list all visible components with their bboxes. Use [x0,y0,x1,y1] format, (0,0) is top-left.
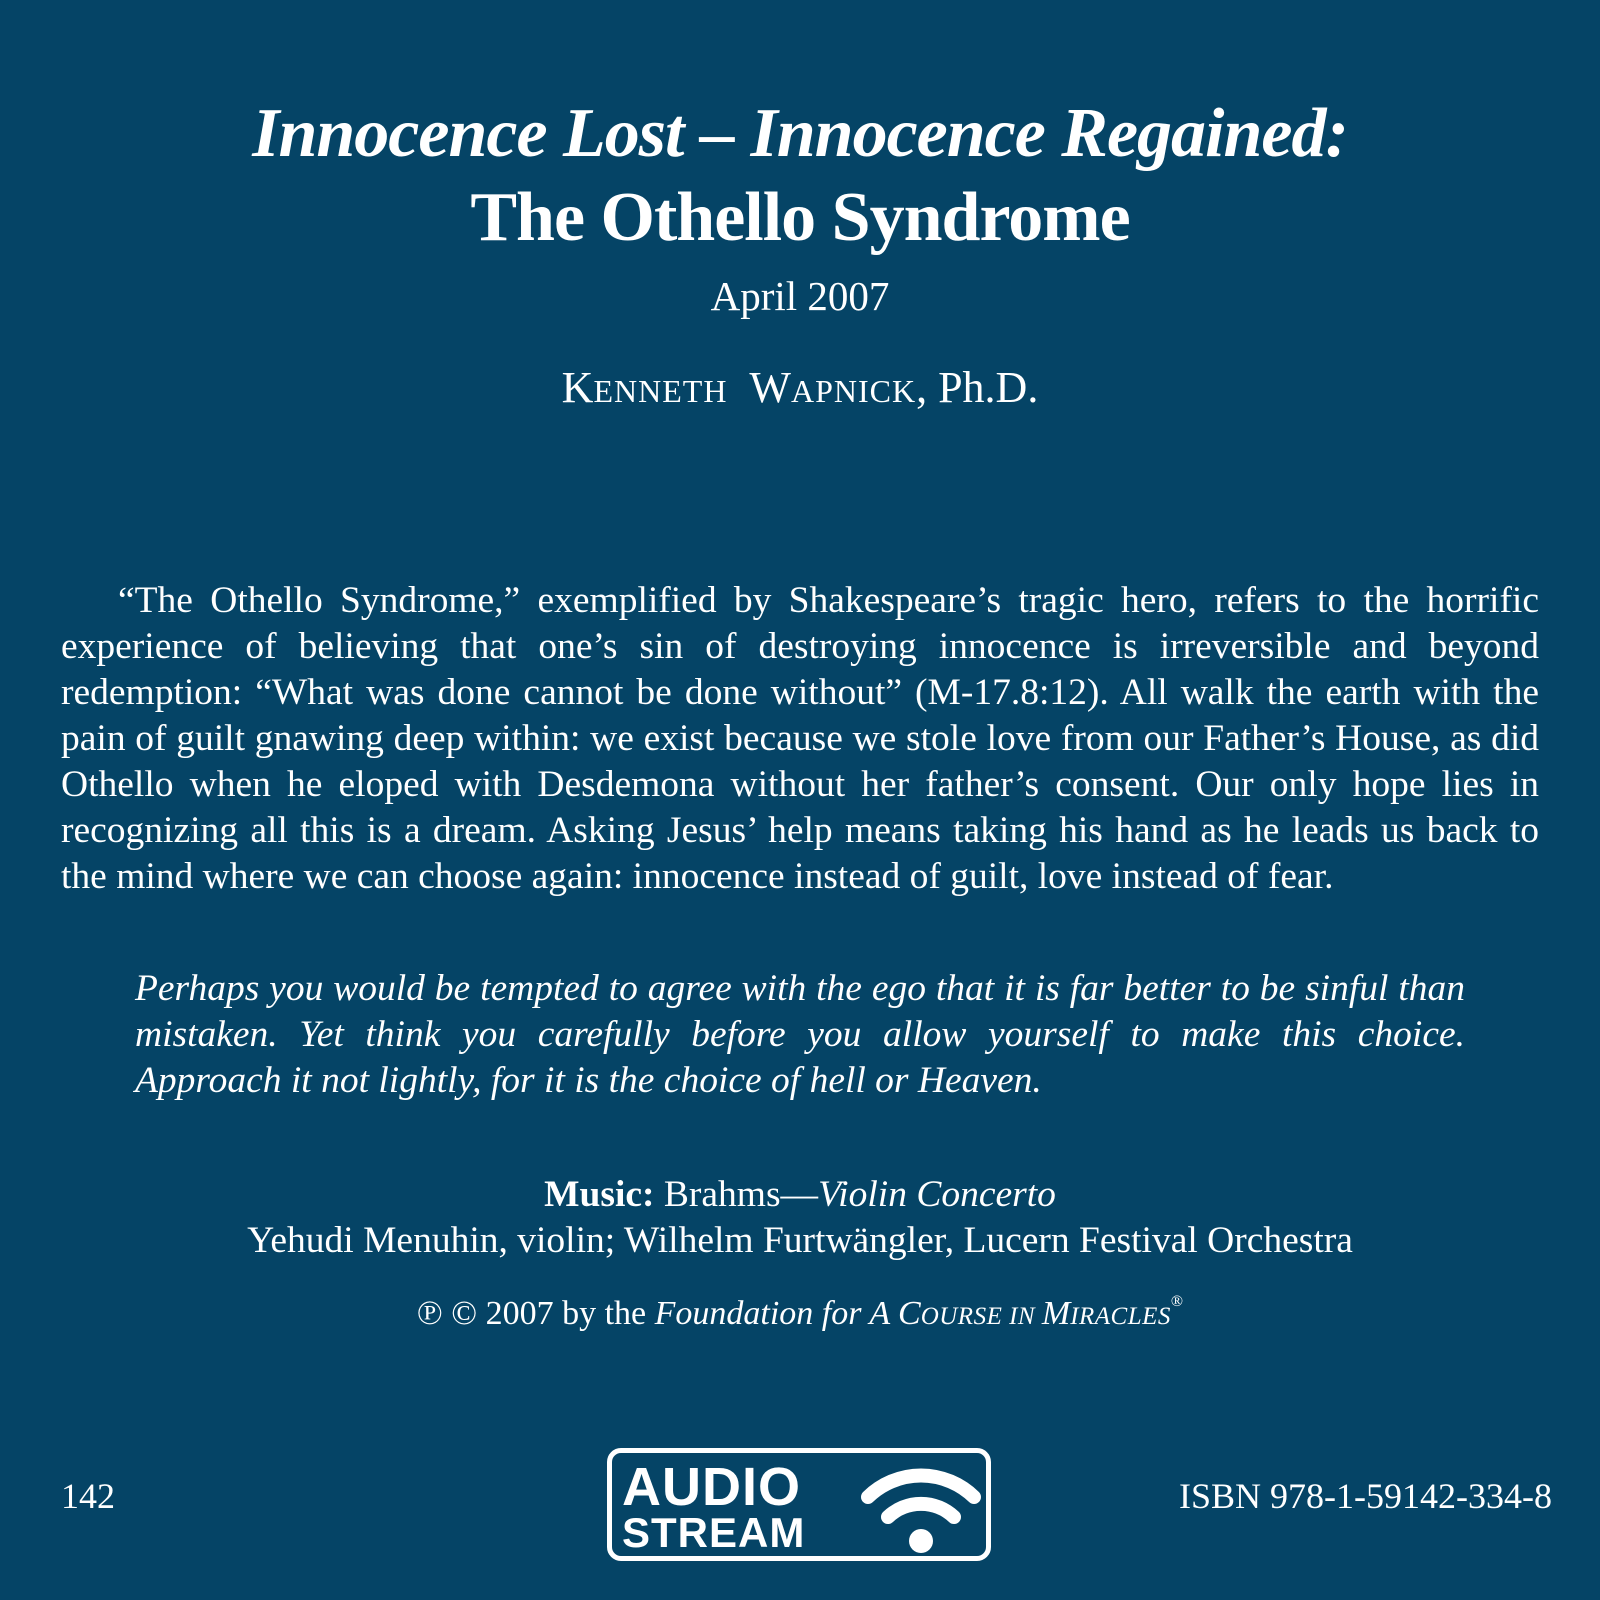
author [0,362,1600,417]
author-last-rest: APNICK [790,373,917,409]
author-first-rest: ENNETH [593,373,728,409]
logo-word-stream: STREAM [622,1509,806,1556]
copyright-org [655,1295,1183,1332]
author-suffix: , Ph.D. [916,363,1039,412]
description: “The Othello Syndrome,” exemplified by Shakespeare’s tragic hero, refers to the horrific experience of believing that one’s sin of destroying innocence is irreversible and beyond redemption: “What was done cannot be done without” (M-17.8:12). All walk the earth with the pain of guilt gnawing deep within: we exist because we stole love from our Father’s House, as did Othello when he eloped with Desdemona without her father’s consent. Our only hope lies in recognizing all this is a dream. Asking Jesus’ help means taking his hand as he leads us back to the mind where we can choose again: innocence instead of guilt, love instead of fear. [61,580,1539,897]
music-line [0,1172,1600,1218]
music-label: Music: [544,1174,655,1215]
page-number: 142 [61,1476,115,1516]
music-performers: Yehudi Menuhin, violin; Wilhelm Furtwängler, Lucern Festival Orchestra [247,1220,1353,1261]
copyright-prefix: ℗ © 2007 by the [416,1295,647,1332]
copyright [0,1280,1600,1339]
copyright-org-c-rest: OURSE IN [920,1303,1042,1330]
copyright-org-c: C [898,1295,921,1332]
audio-stream-logo [607,1448,991,1561]
wifi-signal-icon [860,1457,982,1557]
music-composer: Brahms— [663,1174,819,1215]
registered-mark: ® [1170,1293,1184,1310]
quote: Perhaps you would be tempted to agree with the ego that it is far better to be sinful than mistaken. Yet think you carefully before you allow yourself to make this choice. Approach it not lightly, for it is the choice of hell or Heaven. [135,968,1465,1101]
copyright-org-m-rest: IRACLES [1070,1303,1171,1330]
date: April 2007 [710,273,890,319]
copyright-org-m: M [1041,1295,1071,1332]
isbn: ISBN 978-1-59142-334-8 [1179,1476,1552,1516]
author-last-initial: W [749,363,791,412]
music-work: Violin Concerto [818,1174,1056,1215]
title-line-1: Innocence Lost – Innocence Regained: [252,95,1348,172]
author-first-initial: K [561,363,594,412]
logo-word-audio: AUDIO [622,1457,801,1517]
copyright-org-start: Foundation for A [654,1295,899,1332]
title-line-2: The Othello Syndrome [470,179,1130,256]
